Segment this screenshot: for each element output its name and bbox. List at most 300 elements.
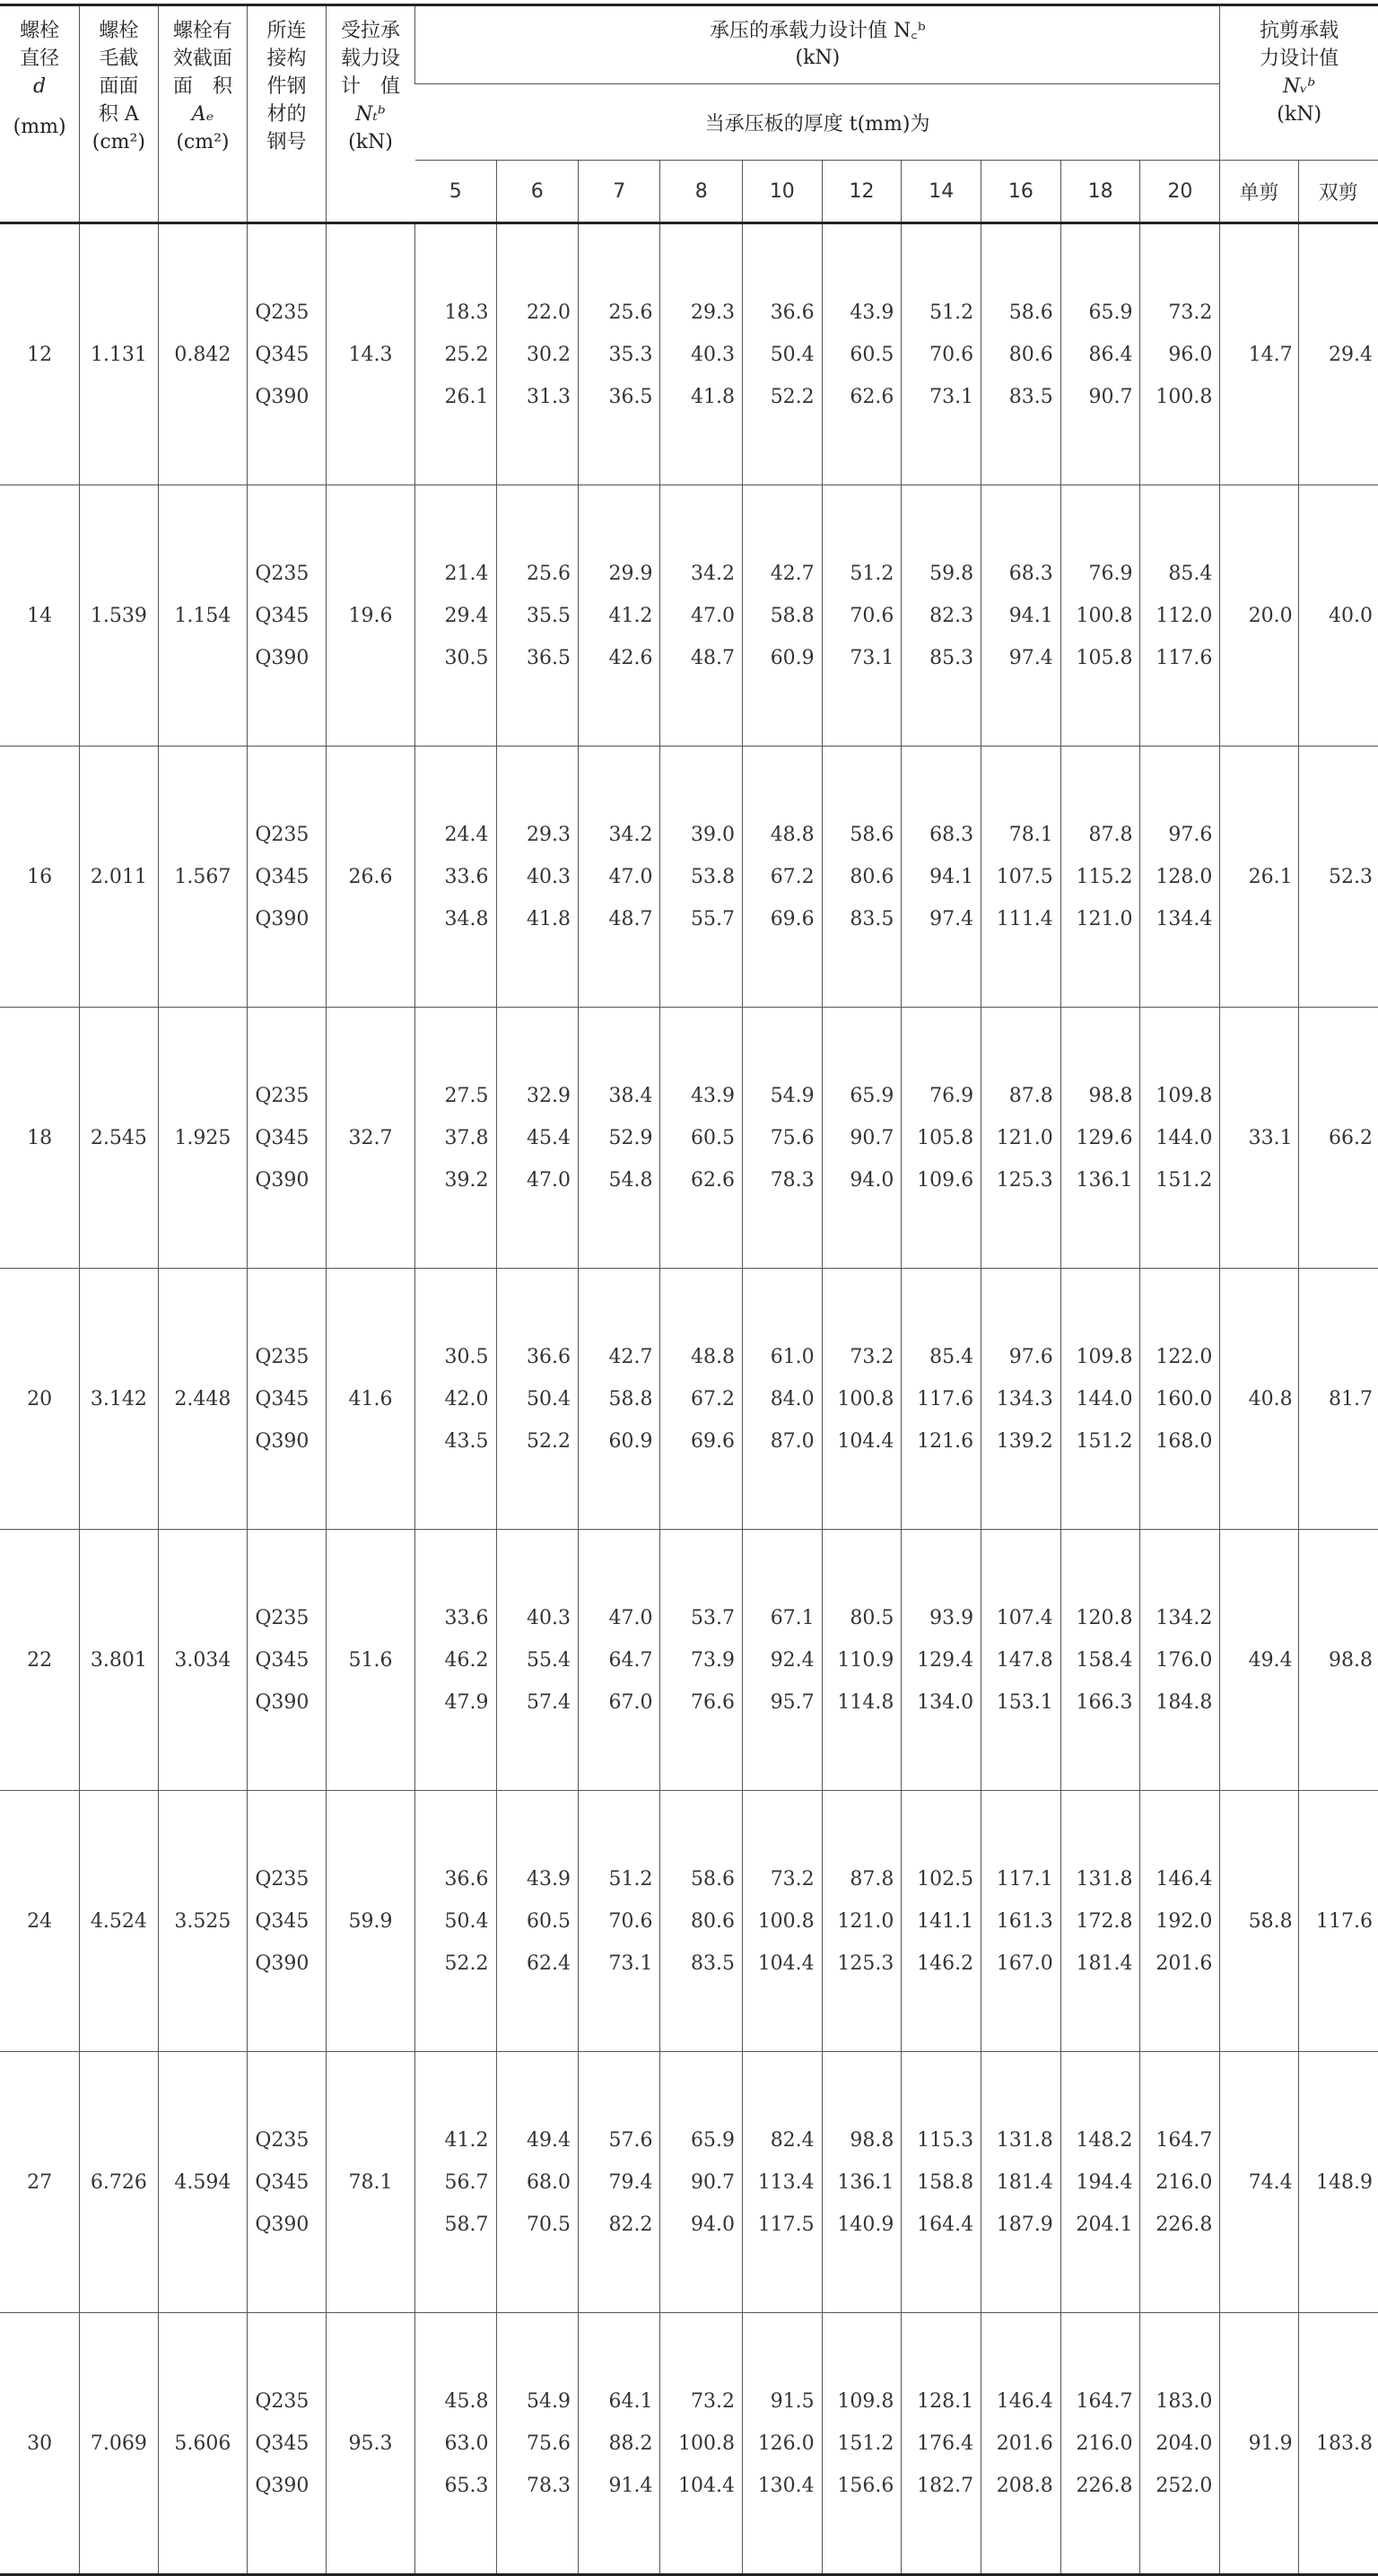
- bearing-value: 87.8: [1008, 1084, 1053, 1107]
- bearing-value: 42.0: [444, 1387, 489, 1410]
- bearing-value: 50.4: [770, 343, 815, 366]
- steel-grade-label: Q390: [255, 1429, 310, 1453]
- bearing-value: 40.3: [527, 1606, 571, 1629]
- bearing-value: 36.6: [444, 1867, 489, 1891]
- table-header: [0, 5, 1378, 223]
- steel-grade-label: Q235: [255, 1345, 310, 1368]
- bearing-value: 76.9: [1088, 562, 1133, 585]
- table-row: [0, 1530, 1378, 1791]
- cell-bearing-values: [1060, 485, 1140, 747]
- bearing-value: 216.0: [1156, 2170, 1213, 2194]
- cell-effective-area: 4.594: [158, 2052, 248, 2313]
- table-row: [0, 1791, 1378, 2052]
- bearing-value: 42.7: [608, 1345, 653, 1368]
- cell-bearing-values: [415, 485, 496, 747]
- bearing-value: 128.0: [1156, 865, 1213, 888]
- bearing-value: 172.8: [1076, 1909, 1133, 1933]
- cell-bearing-values: [981, 747, 1061, 1008]
- bearing-value: 33.6: [444, 1606, 489, 1629]
- cell-bearing-values: [822, 2052, 902, 2313]
- bearing-value: 115.3: [917, 2128, 974, 2152]
- cell-double-shear: 66.2: [1298, 1008, 1378, 1269]
- cell-bearing-values: [742, 2052, 822, 2313]
- bearing-value: 57.6: [608, 2128, 653, 2152]
- bearing-value: 153.1: [996, 1690, 1053, 1714]
- bearing-value: 115.2: [1076, 865, 1133, 888]
- bearing-value: 73.1: [850, 646, 894, 669]
- bearing-value: 65.9: [1088, 301, 1133, 324]
- table-body: [0, 223, 1378, 2575]
- steel-grade-label: Q235: [255, 301, 310, 324]
- table-row: [0, 1269, 1378, 1530]
- cell-diameter: 18: [0, 1008, 80, 1269]
- bearing-value: 88.2: [608, 2432, 653, 2455]
- bearing-value: 73.2: [770, 1867, 815, 1891]
- cell-bearing-values: [415, 1791, 496, 2052]
- bearing-value: 63.0: [444, 2432, 489, 2455]
- bearing-value: 75.6: [527, 2432, 571, 2455]
- bearing-value: 79.4: [608, 2170, 653, 2194]
- bearing-value: 45.8: [444, 2389, 489, 2413]
- bearing-value: 47.0: [608, 1606, 653, 1629]
- cell-bearing-values: [822, 223, 902, 485]
- bearing-value: 41.8: [527, 907, 571, 930]
- cell-steel-grades: [248, 223, 326, 485]
- bearing-value: 51.2: [608, 1867, 653, 1891]
- bearing-value: 126.0: [757, 2432, 815, 2455]
- cell-bearing-values: [1140, 485, 1220, 747]
- bearing-value: 50.4: [527, 1387, 571, 1410]
- steel-grade-label: Q345: [255, 1387, 310, 1410]
- thickness-label: 6: [496, 161, 578, 223]
- bearing-value: 48.8: [690, 1345, 735, 1368]
- cell-bearing-values: [822, 1791, 902, 2052]
- cell-bearing-values: [981, 1530, 1061, 1791]
- thickness-label: 7: [579, 161, 660, 223]
- bearing-value: 134.0: [917, 1690, 974, 1714]
- bearing-value: 176.0: [1156, 1648, 1213, 1672]
- cell-bearing-values: [981, 1791, 1061, 2052]
- cell-bearing-values: [496, 1791, 578, 2052]
- bearing-value: 226.8: [1156, 2213, 1213, 2236]
- bearing-value: 69.6: [690, 1429, 735, 1453]
- bearing-value: 33.6: [444, 865, 489, 888]
- cell-bearing-values: [660, 223, 742, 485]
- bearing-value: 47.9: [444, 1690, 489, 1714]
- cell-tension-capacity: 95.3: [326, 2313, 415, 2575]
- bearing-value: 192.0: [1156, 1909, 1213, 1933]
- cell-bearing-values: [660, 747, 742, 1008]
- bearing-value: 86.4: [1088, 343, 1133, 366]
- cell-bearing-values: [981, 1269, 1061, 1530]
- cell-steel-grades: [248, 747, 326, 1008]
- steel-grade-label: Q345: [255, 604, 310, 627]
- bearing-value: 47.0: [690, 604, 735, 627]
- cell-bearing-values: [660, 1791, 742, 2052]
- header-bolt-diameter: 螺栓 直径 d (mm): [0, 5, 80, 223]
- cell-bearing-values: [1140, 223, 1220, 485]
- bearing-value: 158.8: [917, 2170, 974, 2194]
- bearing-value: 35.3: [608, 343, 653, 366]
- bearing-value: 112.0: [1156, 604, 1213, 627]
- thickness-label: 8: [660, 161, 742, 223]
- steel-grade-label: Q235: [255, 1867, 310, 1891]
- cell-bearing-values: [981, 223, 1061, 485]
- bearing-value: 100.8: [757, 1909, 815, 1933]
- bearing-value: 25.6: [527, 562, 571, 585]
- bearing-value: 80.5: [850, 1606, 894, 1629]
- bearing-value: 151.2: [1076, 1429, 1133, 1453]
- bearing-value: 73.2: [1168, 301, 1213, 324]
- bearing-value: 164.4: [917, 2213, 974, 2236]
- steel-grade-label: Q390: [255, 1690, 310, 1714]
- cell-bearing-values: [1060, 1269, 1140, 1530]
- bearing-value: 67.0: [608, 1690, 653, 1714]
- bearing-value: 134.2: [1156, 1606, 1213, 1629]
- bearing-value: 201.6: [1156, 1952, 1213, 1975]
- bearing-value: 78.3: [770, 1168, 815, 1192]
- bearing-value: 41.2: [608, 604, 653, 627]
- bearing-value: 147.8: [996, 1648, 1053, 1672]
- bearing-value: 158.4: [1076, 1648, 1133, 1672]
- cell-bearing-values: [1060, 1791, 1140, 2052]
- bearing-value: 146.4: [1156, 1867, 1213, 1891]
- bearing-value: 58.6: [690, 1867, 735, 1891]
- bearing-value: 54.9: [770, 1084, 815, 1107]
- cell-diameter: 12: [0, 223, 80, 485]
- cell-bearing-values: [822, 747, 902, 1008]
- thickness-label: 14: [902, 161, 981, 223]
- bearing-value: 166.3: [1076, 1690, 1133, 1714]
- cell-bearing-values: [822, 2313, 902, 2575]
- table-row: [0, 2052, 1378, 2313]
- bearing-value: 27.5: [444, 1084, 489, 1107]
- cell-bearing-values: [579, 485, 660, 747]
- bearing-value: 43.5: [444, 1429, 489, 1453]
- bearing-value: 80.6: [1008, 343, 1053, 366]
- bearing-value: 146.2: [917, 1952, 974, 1975]
- cell-bearing-values: [902, 1791, 981, 2052]
- bearing-value: 60.9: [608, 1429, 653, 1453]
- bearing-value: 96.0: [1168, 343, 1213, 366]
- cell-single-shear: 40.8: [1220, 1269, 1298, 1530]
- cell-diameter: 30: [0, 2313, 80, 2575]
- bearing-value: 41.2: [444, 2128, 489, 2152]
- bearing-value: 131.8: [996, 2128, 1053, 2152]
- steel-grade-label: Q345: [255, 2432, 310, 2455]
- bearing-value: 97.6: [1168, 823, 1213, 846]
- bearing-value: 34.2: [690, 562, 735, 585]
- bearing-value: 82.4: [770, 2128, 815, 2152]
- bearing-value: 42.7: [770, 562, 815, 585]
- cell-tension-capacity: 51.6: [326, 1530, 415, 1791]
- bearing-value: 104.4: [837, 1429, 894, 1453]
- cell-bearing-values: [742, 1530, 822, 1791]
- cell-effective-area: 0.842: [158, 223, 248, 485]
- bearing-value: 36.6: [527, 1345, 571, 1368]
- cell-effective-area: 3.525: [158, 1791, 248, 2052]
- steel-grade-label: Q345: [255, 2170, 310, 2194]
- bearing-value: 40.3: [527, 865, 571, 888]
- bearing-value: 107.5: [996, 865, 1053, 888]
- cell-bearing-values: [1060, 223, 1140, 485]
- bearing-value: 41.8: [690, 385, 735, 408]
- cell-bearing-values: [1140, 1530, 1220, 1791]
- bearing-value: 208.8: [996, 2474, 1053, 2497]
- cell-bearing-values: [742, 1269, 822, 1530]
- bearing-value: 36.5: [527, 646, 571, 669]
- bearing-value: 129.6: [1076, 1126, 1133, 1149]
- header-plate-thickness: 当承压板的厚度 t(mm)为: [415, 84, 1220, 161]
- bearing-value: 121.0: [996, 1126, 1053, 1149]
- cell-bearing-values: [579, 2052, 660, 2313]
- cell-bearing-values: [415, 223, 496, 485]
- bearing-value: 78.3: [527, 2474, 571, 2497]
- bearing-value: 58.7: [444, 2213, 489, 2236]
- cell-bearing-values: [579, 2313, 660, 2575]
- bearing-value: 48.7: [608, 907, 653, 930]
- table-row: [0, 223, 1378, 485]
- steel-grade-label: Q345: [255, 865, 310, 888]
- bearing-value: 252.0: [1156, 2474, 1213, 2497]
- cell-bearing-values: [1060, 2313, 1140, 2575]
- bearing-value: 83.5: [1008, 385, 1053, 408]
- bolt-capacity-table: [0, 4, 1378, 2576]
- bearing-value: 85.4: [929, 1345, 974, 1368]
- bearing-value: 53.8: [690, 865, 735, 888]
- bearing-value: 90.7: [850, 1126, 894, 1149]
- cell-bearing-values: [579, 747, 660, 1008]
- cell-tension-capacity: 26.6: [326, 747, 415, 1008]
- bearing-value: 125.3: [996, 1168, 1053, 1192]
- bearing-value: 60.5: [527, 1909, 571, 1933]
- bearing-value: 131.8: [1076, 1867, 1133, 1891]
- bearing-value: 92.4: [770, 1648, 815, 1672]
- bearing-value: 21.4: [444, 562, 489, 585]
- bearing-value: 136.1: [1076, 1168, 1133, 1192]
- table-row: [0, 1008, 1378, 1269]
- cell-bearing-values: [1060, 2052, 1140, 2313]
- table-row: [0, 747, 1378, 1008]
- bearing-value: 52.2: [770, 385, 815, 408]
- thickness-label: 10: [742, 161, 822, 223]
- bearing-value: 65.9: [690, 2128, 735, 2152]
- thickness-label: 18: [1060, 161, 1140, 223]
- table-row: [0, 485, 1378, 747]
- cell-bearing-values: [902, 223, 981, 485]
- bearing-value: 64.1: [608, 2389, 653, 2413]
- bearing-value: 52.9: [608, 1126, 653, 1149]
- bearing-value: 109.8: [1156, 1084, 1213, 1107]
- cell-tension-capacity: 59.9: [326, 1791, 415, 2052]
- bearing-value: 93.9: [929, 1606, 974, 1629]
- bearing-value: 76.9: [929, 1084, 974, 1107]
- bearing-value: 70.6: [929, 343, 974, 366]
- bearing-value: 90.7: [690, 2170, 735, 2194]
- bearing-value: 78.1: [1008, 823, 1053, 846]
- header-effective-area: 螺栓有 效截面 面 积 Aₑ (cm²): [158, 5, 248, 223]
- bearing-value: 204.0: [1156, 2432, 1213, 2455]
- cell-bearing-values: [660, 1269, 742, 1530]
- cell-bearing-values: [902, 1008, 981, 1269]
- bearing-value: 144.0: [1156, 1126, 1213, 1149]
- cell-single-shear: 74.4: [1220, 2052, 1298, 2313]
- cell-bearing-values: [1140, 1008, 1220, 1269]
- steel-grade-label: Q345: [255, 1126, 310, 1149]
- cell-bearing-values: [660, 485, 742, 747]
- cell-bearing-values: [496, 1530, 578, 1791]
- steel-grade-label: Q345: [255, 1648, 310, 1672]
- bearing-value: 141.1: [917, 1909, 974, 1933]
- cell-bearing-values: [822, 1269, 902, 1530]
- cell-diameter: 22: [0, 1530, 80, 1791]
- bearing-value: 107.4: [996, 1606, 1053, 1629]
- bearing-value: 54.9: [527, 2389, 571, 2413]
- cell-single-shear: 49.4: [1220, 1530, 1298, 1791]
- bearing-value: 34.8: [444, 907, 489, 930]
- cell-bearing-values: [1140, 747, 1220, 1008]
- bearing-value: 97.4: [929, 907, 974, 930]
- bearing-value: 184.8: [1156, 1690, 1213, 1714]
- cell-gross-area: 4.524: [80, 1791, 158, 2052]
- bearing-value: 100.8: [837, 1387, 894, 1410]
- steel-grade-label: Q390: [255, 1168, 310, 1192]
- bearing-value: 117.6: [917, 1387, 974, 1410]
- bearing-value: 70.6: [850, 604, 894, 627]
- bearing-value: 48.7: [690, 646, 735, 669]
- bearing-value: 67.1: [770, 1606, 815, 1629]
- bearing-value: 226.8: [1076, 2474, 1133, 2497]
- bearing-value: 97.4: [1008, 646, 1053, 669]
- steel-grade-label: Q235: [255, 1084, 310, 1107]
- bearing-value: 87.8: [850, 1867, 894, 1891]
- cell-gross-area: 6.726: [80, 2052, 158, 2313]
- cell-diameter: 24: [0, 1791, 80, 2052]
- cell-bearing-values: [1060, 1530, 1140, 1791]
- bearing-value: 156.6: [837, 2474, 894, 2497]
- cell-bearing-values: [822, 1008, 902, 1269]
- bearing-value: 30.5: [444, 646, 489, 669]
- cell-bearing-values: [902, 1269, 981, 1530]
- bearing-value: 52.2: [444, 1952, 489, 1975]
- thickness-label: 16: [981, 161, 1061, 223]
- bearing-value: 83.5: [690, 1952, 735, 1975]
- cell-bearing-values: [415, 1269, 496, 1530]
- bearing-value: 94.0: [690, 2213, 735, 2236]
- bearing-value: 43.9: [690, 1084, 735, 1107]
- bearing-value: 87.8: [1088, 823, 1133, 846]
- cell-gross-area: 3.801: [80, 1530, 158, 1791]
- bearing-value: 122.0: [1156, 1345, 1213, 1368]
- steel-grade-label: Q235: [255, 2128, 310, 2152]
- bearing-value: 95.7: [770, 1690, 815, 1714]
- bearing-value: 37.8: [444, 1126, 489, 1149]
- bearing-value: 84.0: [770, 1387, 815, 1410]
- bearing-value: 29.9: [608, 562, 653, 585]
- bearing-value: 24.4: [444, 823, 489, 846]
- cell-bearing-values: [742, 1791, 822, 2052]
- bearing-value: 59.8: [929, 562, 974, 585]
- bearing-value: 100.8: [1156, 385, 1213, 408]
- bearing-value: 94.1: [929, 865, 974, 888]
- bearing-value: 64.7: [608, 1648, 653, 1672]
- cell-bearing-values: [742, 1008, 822, 1269]
- bearing-value: 29.3: [690, 301, 735, 324]
- cell-tension-capacity: 32.7: [326, 1008, 415, 1269]
- cell-bearing-values: [981, 2313, 1061, 2575]
- bearing-value: 47.0: [608, 865, 653, 888]
- bearing-value: 55.7: [690, 907, 735, 930]
- cell-bearing-values: [496, 1008, 578, 1269]
- bearing-value: 176.4: [917, 2432, 974, 2455]
- cell-double-shear: 117.6: [1298, 1791, 1378, 2052]
- bearing-value: 76.6: [690, 1690, 735, 1714]
- bearing-value: 32.9: [527, 1084, 571, 1107]
- bearing-value: 83.5: [850, 907, 894, 930]
- table-row: [0, 2313, 1378, 2575]
- bearing-value: 65.9: [850, 1084, 894, 1107]
- cell-gross-area: 3.142: [80, 1269, 158, 1530]
- bearing-value: 82.2: [608, 2213, 653, 2236]
- steel-grade-label: Q235: [255, 562, 310, 585]
- bearing-value: 160.0: [1156, 1387, 1213, 1410]
- cell-steel-grades: [248, 485, 326, 747]
- bearing-value: 53.7: [690, 1606, 735, 1629]
- steel-grade-label: Q390: [255, 385, 310, 408]
- bearing-value: 146.4: [996, 2389, 1053, 2413]
- bearing-value: 109.8: [1076, 1345, 1133, 1368]
- cell-gross-area: 1.539: [80, 485, 158, 747]
- steel-grade-label: Q390: [255, 646, 310, 669]
- cell-steel-grades: [248, 1791, 326, 2052]
- cell-bearing-values: [981, 485, 1061, 747]
- bearing-value: 68.0: [527, 2170, 571, 2194]
- bearing-value: 104.4: [677, 2474, 735, 2497]
- steel-grade-label: Q390: [255, 1952, 310, 1975]
- cell-bearing-values: [496, 2313, 578, 2575]
- bearing-value: 30.2: [527, 343, 571, 366]
- cell-single-shear: 20.0: [1220, 485, 1298, 747]
- cell-bearing-values: [660, 1530, 742, 1791]
- bearing-value: 29.3: [527, 823, 571, 846]
- cell-single-shear: 33.1: [1220, 1008, 1298, 1269]
- bearing-value: 31.3: [527, 385, 571, 408]
- bearing-value: 104.4: [757, 1952, 815, 1975]
- bearing-value: 75.6: [770, 1126, 815, 1149]
- bearing-value: 61.0: [770, 1345, 815, 1368]
- cell-bearing-values: [415, 1008, 496, 1269]
- bearing-value: 51.2: [850, 562, 894, 585]
- bearing-value: 60.5: [850, 343, 894, 366]
- steel-grade-label: Q390: [255, 907, 310, 930]
- cell-bearing-values: [822, 485, 902, 747]
- cell-bearing-values: [660, 2313, 742, 2575]
- bearing-value: 94.1: [1008, 604, 1053, 627]
- bearing-value: 25.6: [608, 301, 653, 324]
- bearing-value: 121.0: [1076, 907, 1133, 930]
- bearing-value: 26.1: [444, 385, 489, 408]
- cell-bearing-values: [496, 223, 578, 485]
- bearing-value: 43.9: [850, 301, 894, 324]
- steel-grade-label: Q345: [255, 343, 310, 366]
- cell-bearing-values: [742, 223, 822, 485]
- bearing-value: 73.1: [929, 385, 974, 408]
- bearing-value: 43.9: [527, 1867, 571, 1891]
- bearing-value: 80.6: [690, 1909, 735, 1933]
- cell-tension-capacity: 78.1: [326, 2052, 415, 2313]
- cell-bearing-values: [902, 485, 981, 747]
- cell-double-shear: 81.7: [1298, 1269, 1378, 1530]
